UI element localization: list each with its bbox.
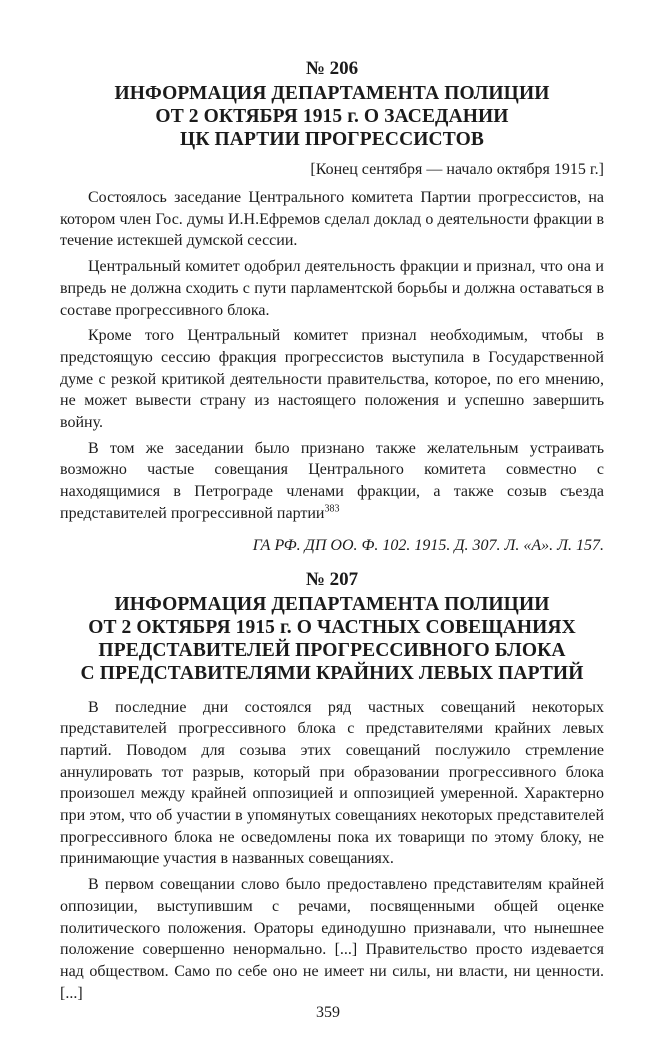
title-line: ЦК ПАРТИИ ПРОГРЕССИСТОВ	[180, 129, 484, 150]
title-line: ИНФОРМАЦИЯ ДЕПАРТАМЕНТА ПОЛИЦИИ	[114, 593, 550, 615]
document-number: № 206	[305, 58, 359, 79]
footnote-reference: 383	[324, 503, 340, 515]
paragraph: Центральный комитет одобрил деятельность фракции и признал, что она и впредь не должна сходить с пути парламентской борьбы и должна оставаться в составе прогрессивного блока.	[60, 258, 604, 319]
title-line: ИНФОРМАЦИЯ ДЕПАРТАМЕНТА ПОЛИЦИИ	[114, 83, 550, 104]
document-207	[60, 569, 604, 1005]
paragraph-text: В том же заседании было признано также желательным устраивать возможно частые совещания Центрального комитета совместно с находящимися в Петрограде членами фракции, а также созыв съезда представителей прогрессивной партии	[60, 439, 604, 522]
document-date: [Конец сентября — начало октября 1915 г.]	[310, 161, 604, 178]
archive-source: ГА РФ. ДП ОО. Ф. 102. 1915. Д. 307. Л. «А». Л. 157.	[252, 536, 604, 554]
document-number: № 207	[305, 568, 359, 590]
paragraph: В первом совещании слово было предоставлено представителям крайней оппозиции, выступившим с речами, посвященными общей оценке политического положения. Ораторы единодушно признавали, что нынешнее положение совершенно ненормально. [...] Правительство просто издевается над обществом. Само по себе оно не имеет ни силы, ни власти, ни ценности. [...]	[60, 876, 604, 1002]
paragraph: Состоялось заседание Центрального комитета Партии прогрессистов, на котором член Гос. думы И.Н.Ефремов сделал доклад о деятельности фракции в течение истекшей думской сессии.	[60, 189, 604, 250]
title-line: ПРЕДСТАВИТЕЛЕЙ ПРОГРЕССИВНОГО БЛОКА	[98, 639, 566, 661]
page-number: 359	[316, 1004, 340, 1021]
document-title	[60, 82, 604, 151]
paragraph: В последние дни состоялся ряд частных совещаний некоторых представителей прогрессивного блока с представителями крайних левых партий. Поводом для созыва этих совещаний послужило стремление аннулировать тот разрыв, который при образовании прогрессивного блока произошел между крайней оппозицией и оппозицией умеренной. Характерно при этом, что об участии в упомянутых совещаниях некоторых представителей прогрессивного блока не осведомлены пока их товарищи по этому блоку, не принимающие участия в названных совещаниях.	[60, 698, 604, 868]
document-title	[60, 593, 604, 685]
title-line: С ПРЕДСТАВИТЕЛЯМИ КРАЙНИХ ЛЕВЫХ ПАРТИЙ	[80, 662, 584, 684]
document-206	[60, 58, 604, 557]
title-line: ОТ 2 ОКТЯБРЯ 1915 г. О ЧАСТНЫХ СОВЕЩАНИЯХ	[88, 616, 576, 638]
title-line: ОТ 2 ОКТЯБРЯ 1915 г. О ЗАСЕДАНИИ	[155, 106, 509, 127]
paragraph-with-footnote	[60, 438, 604, 525]
paragraph: Кроме того Центральный комитет признал необходимым, чтобы в предстоящую сессию фракция прогрессистов выступила в Государственной думе с резкой критикой деятельности правительства, которое, по его мнению, не может вывести страну из настоящего положения и успешно завершить войну.	[60, 327, 604, 432]
